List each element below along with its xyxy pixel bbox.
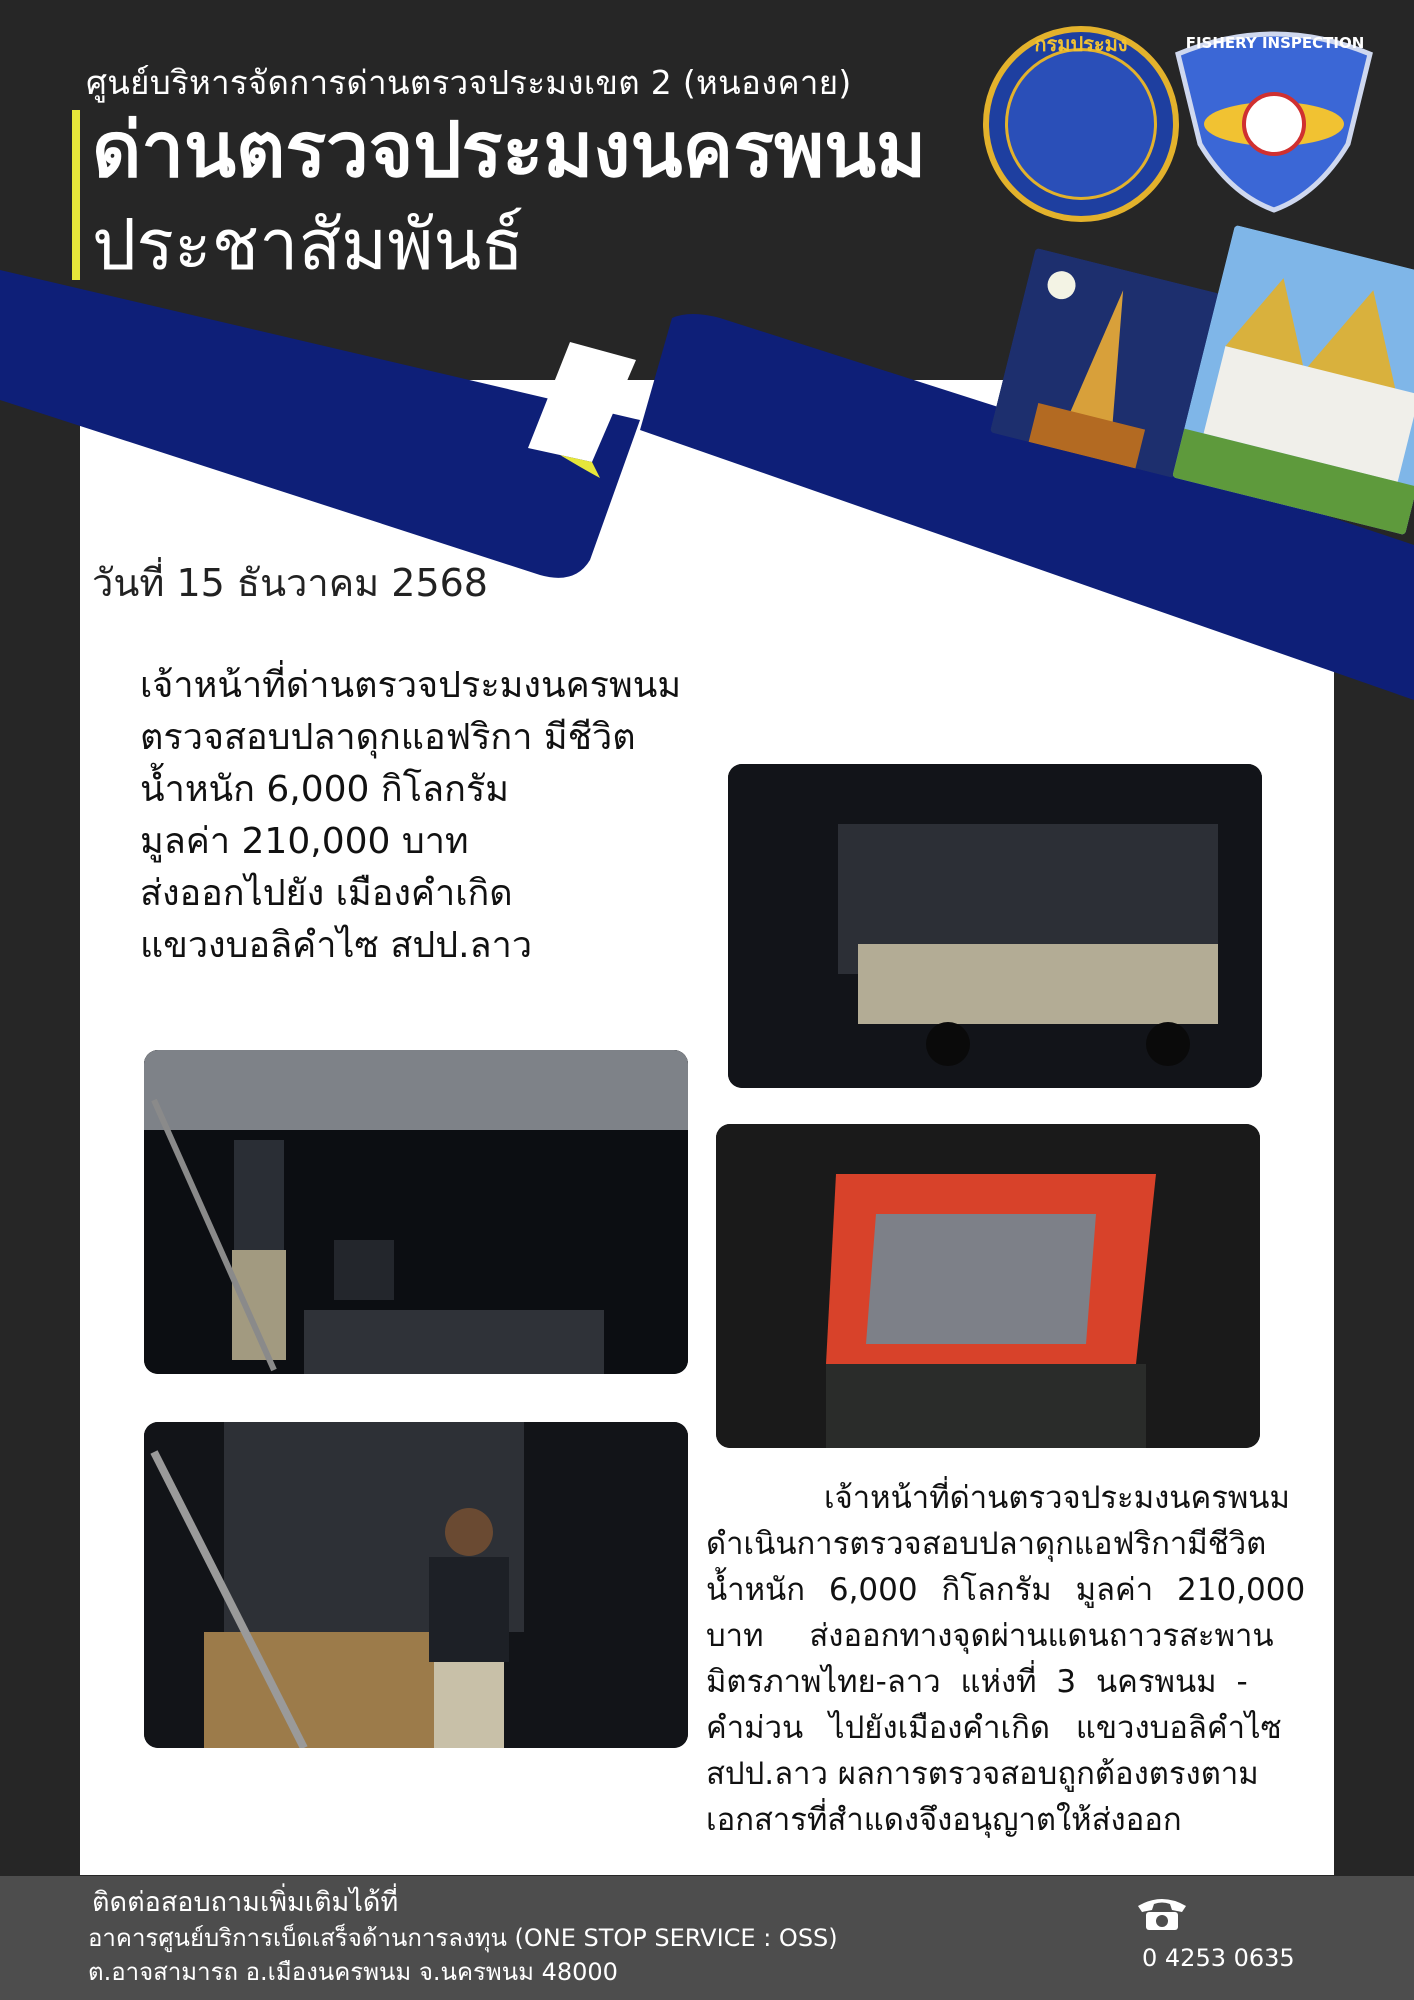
- body-line: เจ้าหน้าที่ด่านตรวจประมงนครพนม: [824, 1480, 1290, 1516]
- footer-address-line: ต.อาจสามารถ อ.เมืองนครพนม จ.นครพนม 48000: [88, 1958, 618, 1986]
- page-title: ด่านตรวจประมงนครพนม: [92, 105, 927, 194]
- title-accent-bar: [72, 110, 80, 280]
- body-line: สปป.ลาว ผลการตรวจสอบถูกต้องตรงตาม: [706, 1756, 1259, 1792]
- footer-title: ติดต่อสอบถามเพิ่มเติมได้ที่: [92, 1887, 399, 1918]
- organization-name: ศูนย์บริหารจัดการด่านตรวจประมงเขต 2 (หนองคาย): [86, 63, 852, 102]
- summary-line: แขวงบอลิคำไซ สปป.ลาว: [140, 925, 533, 966]
- badge-text: FISHERY INSPECTION: [1185, 34, 1365, 52]
- footer-address-line: อาคารศูนย์บริการเบ็ดเสร็จด้านการลงทุน (ONE STOP SERVICE : OSS): [88, 1924, 838, 1952]
- summary-line: มูลค่า 210,000 บาท: [140, 821, 469, 862]
- page-subtitle: ประชาสัมพันธ์: [92, 204, 525, 286]
- officer-photo: [144, 1422, 688, 1748]
- news-body: [706, 1475, 1306, 1843]
- body-line: บาท ส่งออกทางจุดผ่านแดนถาวรสะพาน: [706, 1618, 1274, 1654]
- seal-text: กรมประมง: [1034, 32, 1128, 56]
- seal-emblem-icon: [1005, 48, 1157, 200]
- summary-line: ส่งออกไปยัง เมืองคำเกิด: [140, 873, 513, 914]
- fishery-inspection-badge-icon: [1168, 24, 1380, 214]
- body-line: น้ำหนัก 6,000 กิโลกรัม มูลค่า 210,000: [706, 1572, 1306, 1608]
- summary-line: น้ำหนัก 6,000 กิโลกรัม: [140, 769, 509, 810]
- truck-photo: [728, 764, 1262, 1088]
- phone-number: 0 4253 0635: [1142, 1944, 1295, 1972]
- news-date: วันที่ 15 ธันวาคม 2568: [92, 561, 488, 605]
- department-seal-logo: [983, 26, 1179, 222]
- summary-line: เจ้าหน้าที่ด่านตรวจประมงนครพนม: [140, 665, 682, 706]
- summary-line: ตรวจสอบปลาดุกแอฟริกา มีชีวิต: [140, 717, 636, 758]
- news-summary: [140, 660, 681, 972]
- body-line: เอกสารที่สำแดงจึงอนุญาตให้ส่งออก: [706, 1802, 1182, 1838]
- fish-container-photo: [716, 1124, 1260, 1448]
- body-line: คำม่วน ไปยังเมืองคำเกิด แขวงบอลิคำไซ: [706, 1710, 1282, 1746]
- loading-photo: [144, 1050, 688, 1374]
- telephone-icon: [1134, 1892, 1190, 1932]
- body-line: ดำเนินการตรวจสอบปลาดุกแอฟริกามีชีวิต: [706, 1526, 1267, 1562]
- body-line: มิตรภาพไทย-ลาว แห่งที่ 3 นครพนม -: [706, 1664, 1248, 1700]
